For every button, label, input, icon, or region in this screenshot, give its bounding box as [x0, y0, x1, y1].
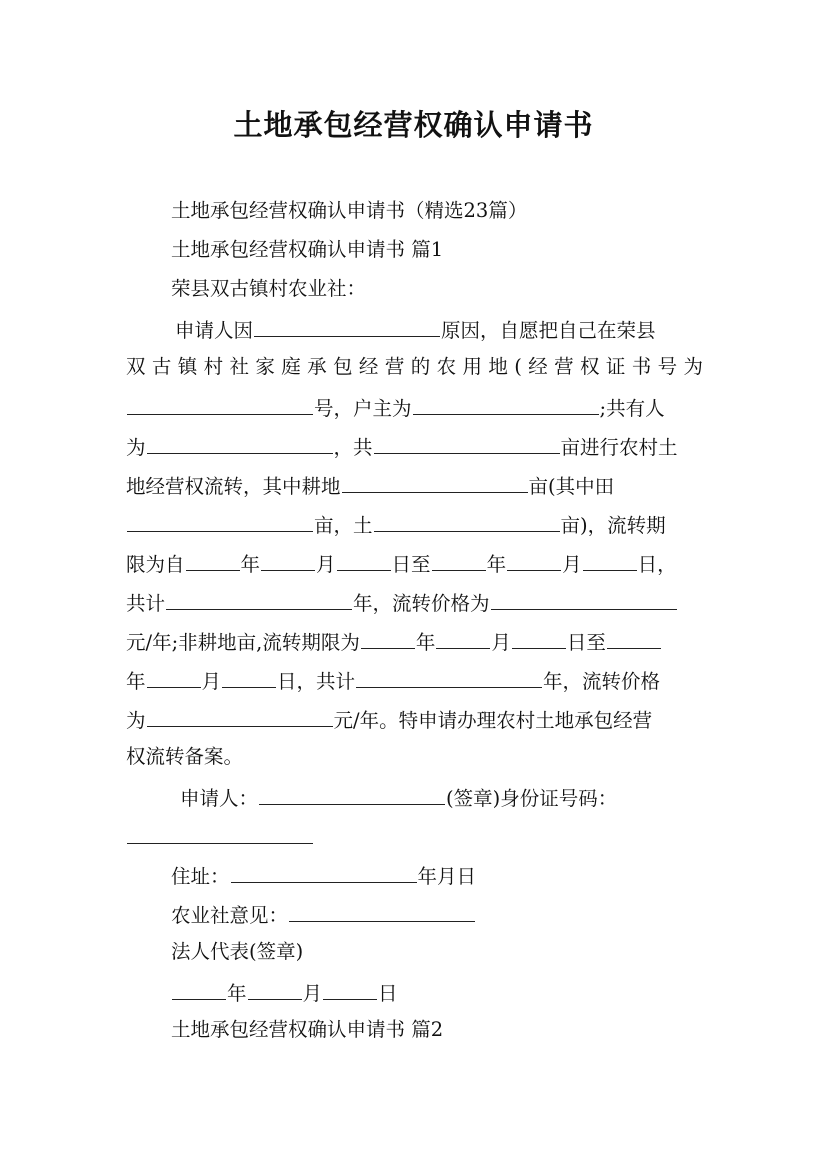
section-heading-1: 土地承包经营权确认申请书 篇1	[171, 238, 444, 261]
coop-opinion-line	[171, 900, 711, 926]
text: 月	[316, 553, 336, 575]
text: 申请人：	[180, 787, 259, 809]
text: 月	[302, 982, 323, 1004]
paragraph-line-8	[126, 588, 703, 614]
text: 年月日	[417, 865, 477, 887]
text: 日，共计	[277, 670, 356, 692]
text: ，共	[333, 436, 373, 458]
blank-field	[127, 393, 313, 415]
paragraph-line-12: 权流转备案。	[126, 745, 244, 768]
blank-field	[127, 510, 313, 532]
text: 地经营权流转，其中耕地	[126, 475, 341, 497]
blank-field	[248, 978, 302, 1000]
text: 日至	[566, 631, 606, 653]
text: 限为自	[126, 553, 185, 575]
text: 日，	[637, 553, 677, 575]
blank-field	[491, 588, 677, 610]
paragraph-line-7	[126, 549, 703, 575]
text: 年	[415, 631, 436, 653]
text: 月	[491, 631, 511, 653]
text: 亩，土	[314, 514, 373, 536]
paragraph-line-1	[175, 315, 703, 341]
blank-field	[436, 627, 490, 649]
blank-field	[166, 588, 352, 610]
blank-field	[507, 549, 561, 571]
text: 住址：	[171, 865, 230, 887]
blank-field	[374, 510, 560, 532]
blank-field	[607, 627, 661, 649]
date-line	[171, 978, 711, 1004]
text: 日至	[391, 553, 431, 575]
text: 号，户主为	[314, 397, 412, 419]
text: 为	[126, 709, 146, 731]
text: 年	[486, 553, 507, 575]
blank-field	[356, 666, 542, 688]
address-line	[171, 861, 711, 887]
blank-field	[147, 705, 333, 727]
blank-field	[259, 783, 445, 805]
text: 月	[562, 553, 582, 575]
text: 元/年;非耕地亩,流转期限为	[126, 631, 360, 653]
text: 亩)，流转期	[560, 514, 666, 536]
blank-field	[337, 549, 391, 571]
document-title: 土地承包经营权确认申请书	[233, 108, 594, 142]
blank-field	[289, 900, 475, 922]
blank-field	[361, 627, 415, 649]
blank-field	[147, 432, 333, 454]
text: (签章)身份证号码：	[446, 787, 618, 809]
blank-field	[374, 432, 560, 454]
text: 元/年。特申请办理农村土地承包经营	[333, 709, 653, 731]
text: 年	[227, 982, 247, 1004]
text: 亩(其中田	[528, 475, 615, 497]
blank-field	[261, 549, 315, 571]
legal-representative: 法人代表(签章)	[171, 940, 304, 963]
blank-field	[127, 822, 313, 844]
text: 年，流转价格	[543, 670, 661, 692]
text: 共计	[126, 592, 166, 614]
text: 原因，自愿把自己在荣县	[441, 319, 656, 341]
text: 年，流转价格为	[353, 592, 490, 614]
blank-field	[186, 549, 240, 571]
signature-line	[180, 783, 703, 809]
paragraph-line-10	[126, 666, 703, 692]
paragraph-line-9	[126, 627, 703, 653]
paragraph-line-5	[126, 471, 703, 497]
text: 月	[201, 670, 222, 692]
blank-field	[432, 549, 486, 571]
blank-field	[147, 666, 201, 688]
section-heading-2: 土地承包经营权确认申请书 篇2	[171, 1018, 444, 1041]
id-number-line	[126, 822, 703, 848]
blank-field	[254, 315, 440, 337]
paragraph-line-6	[126, 510, 703, 536]
text: 年	[126, 670, 146, 692]
blank-field	[222, 666, 276, 688]
text: 农业社意见：	[171, 904, 289, 926]
paragraph-line-2: 双古镇村社家庭承包经营的农用地(经营权证书号为	[126, 355, 703, 378]
paragraph-line-4	[126, 432, 703, 458]
addressee: 荣县双古镇村农业社：	[171, 277, 367, 300]
paragraph-line-3	[126, 393, 703, 419]
blank-field	[583, 549, 637, 571]
blank-field	[342, 471, 528, 493]
blank-field	[231, 861, 417, 883]
subtitle: 土地承包经营权确认申请书（精选23篇）	[171, 199, 528, 222]
text: 申请人因	[175, 319, 254, 341]
text: ;共有人	[599, 397, 665, 419]
text: 为	[126, 436, 146, 458]
blank-field	[512, 627, 566, 649]
text: 日	[378, 982, 398, 1004]
blank-field	[323, 978, 377, 1000]
blank-field	[413, 393, 599, 415]
blank-field	[172, 978, 226, 1000]
text: 年	[240, 553, 261, 575]
paragraph-line-11	[126, 705, 703, 731]
text: 亩进行农村土	[560, 436, 678, 458]
